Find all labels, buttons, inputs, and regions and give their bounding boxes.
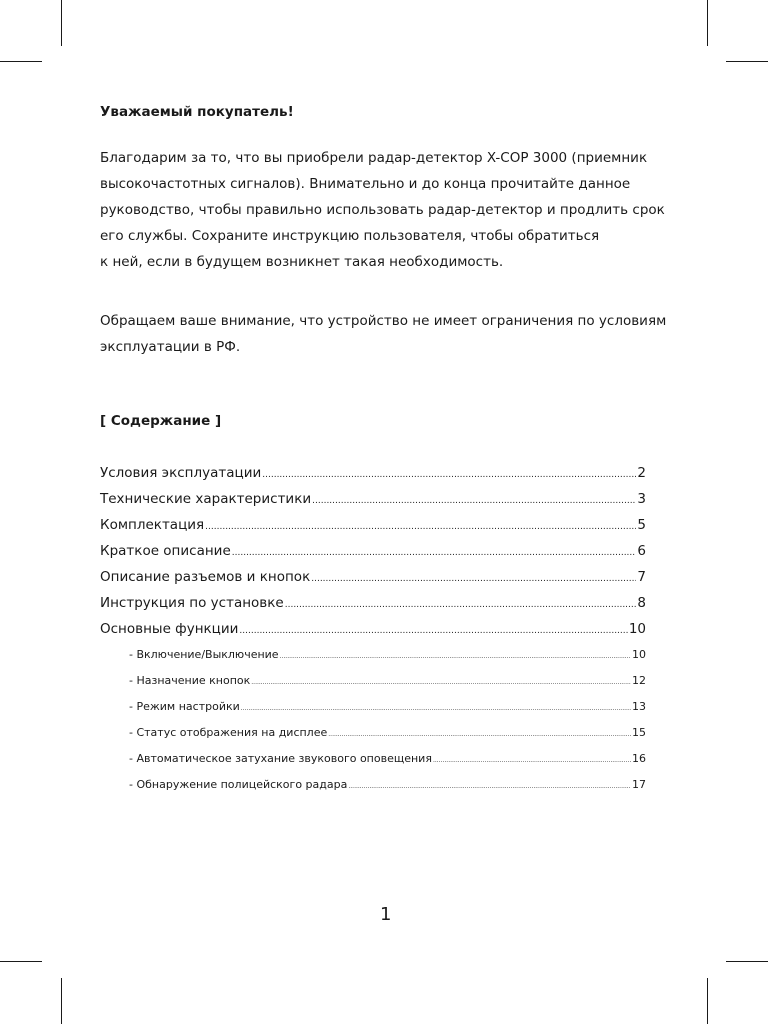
toc-dot-leader xyxy=(232,540,637,566)
toc-subentry-page: 15 xyxy=(632,726,646,739)
toc-entry-page: 3 xyxy=(637,491,646,507)
toc-dot-leader xyxy=(251,670,631,696)
toc-subentry-page: 16 xyxy=(632,752,646,765)
toc-dot-leader xyxy=(348,774,631,800)
toc-dot-leader xyxy=(328,722,631,748)
intro-paragraph xyxy=(100,145,665,275)
toc-entry[interactable] xyxy=(100,512,646,538)
toc-dot-leader xyxy=(312,488,636,514)
toc-dot-leader xyxy=(205,514,636,540)
toc-dot-leader xyxy=(285,592,637,618)
toc-dot-leader xyxy=(241,696,631,722)
toc-subentry-page: 12 xyxy=(632,674,646,687)
toc-entry-page: 7 xyxy=(637,569,646,585)
toc-subentry-title: - Назначение кнопок xyxy=(129,674,251,687)
toc-heading: [ Содержание ] xyxy=(100,413,222,429)
toc-entry-title: Описание разъемов и кнопок xyxy=(100,569,311,585)
toc-subentry[interactable] xyxy=(129,668,646,694)
notice-line: Обращаем ваше внимание, что устройство не имеет ограничения по условиям xyxy=(100,313,667,329)
toc-entry[interactable] xyxy=(100,564,646,590)
intro-line: его службы. Сохраните инструкцию пользователя, чтобы обратиться xyxy=(100,228,600,244)
toc-entry-page: 8 xyxy=(637,595,646,611)
toc-subentry-title: - Обнаружение полицейского радара xyxy=(129,778,348,791)
intro-line: Благодарим за то, что вы приобрели радар-детектор X-COP 3000 (приемник xyxy=(100,150,648,166)
toc-entry-title: Условия эксплуатации xyxy=(100,465,262,481)
crop-mark-bottom-left-horizontal xyxy=(0,961,42,962)
crop-mark-bottom-left-vertical xyxy=(61,978,62,1024)
toc-entry-title: Технические характеристики xyxy=(100,491,312,507)
toc-subentry[interactable] xyxy=(129,720,646,746)
toc-subentry-title: - Режим настройки xyxy=(129,700,240,713)
toc-dot-leader xyxy=(433,748,631,774)
crop-mark-top-left-horizontal xyxy=(0,61,42,62)
toc-subentry-title: - Включение/Выключение xyxy=(129,648,279,661)
toc-entry[interactable] xyxy=(100,486,646,512)
toc-subentry[interactable] xyxy=(129,642,646,668)
toc-subentry[interactable] xyxy=(129,694,646,720)
toc-dot-leader xyxy=(311,566,636,592)
intro-line: к ней, если в будущем возникнет такая необходимость. xyxy=(100,254,504,270)
notice-line: эксплуатации в РФ. xyxy=(100,339,241,355)
toc-entry[interactable] xyxy=(100,590,646,616)
toc-dot-leader xyxy=(262,462,636,488)
toc-subentry-page: 17 xyxy=(632,778,646,791)
toc-subentry[interactable] xyxy=(129,772,646,798)
toc-subentry-page: 13 xyxy=(632,700,646,713)
toc-dot-leader xyxy=(280,644,631,670)
toc-entry-page: 5 xyxy=(637,517,646,533)
crop-mark-bottom-right-horizontal xyxy=(726,961,768,962)
crop-mark-top-right-horizontal xyxy=(726,61,768,62)
intro-line: высокочастотных сигналов). Внимательно и до конца прочитайте данное xyxy=(100,176,631,192)
toc-entry-page: 10 xyxy=(628,621,646,637)
intro-line: руководство, чтобы правильно использовать радар-детектор и продлить срок xyxy=(100,202,665,218)
toc-dot-leader xyxy=(239,618,627,644)
toc-entry-page: 6 xyxy=(637,543,646,559)
toc-entry-title: Основные функции xyxy=(100,621,239,637)
toc-subentry[interactable] xyxy=(129,746,646,772)
toc-entry[interactable] xyxy=(100,616,646,642)
crop-mark-top-left-vertical xyxy=(61,0,62,46)
toc-entry-title: Краткое описание xyxy=(100,543,231,559)
crop-mark-top-right-vertical xyxy=(707,0,708,46)
toc-entry-title: Комплектация xyxy=(100,517,205,533)
greeting-heading: Уважаемый покупатель! xyxy=(100,104,294,120)
toc-entry-title: Инструкция по установке xyxy=(100,595,284,611)
toc-entry[interactable] xyxy=(100,538,646,564)
page-number: 1 xyxy=(380,904,392,925)
crop-mark-bottom-right-vertical xyxy=(707,978,708,1024)
notice-paragraph xyxy=(100,308,666,360)
toc-subentry-title: - Статус отображения на дисплее xyxy=(129,726,328,739)
toc-entry-page: 2 xyxy=(637,465,646,481)
toc-subentry-title: - Автоматическое затухание звукового оповещения xyxy=(129,752,432,765)
toc-entry[interactable] xyxy=(100,460,646,486)
toc-subentry-page: 10 xyxy=(632,648,646,661)
